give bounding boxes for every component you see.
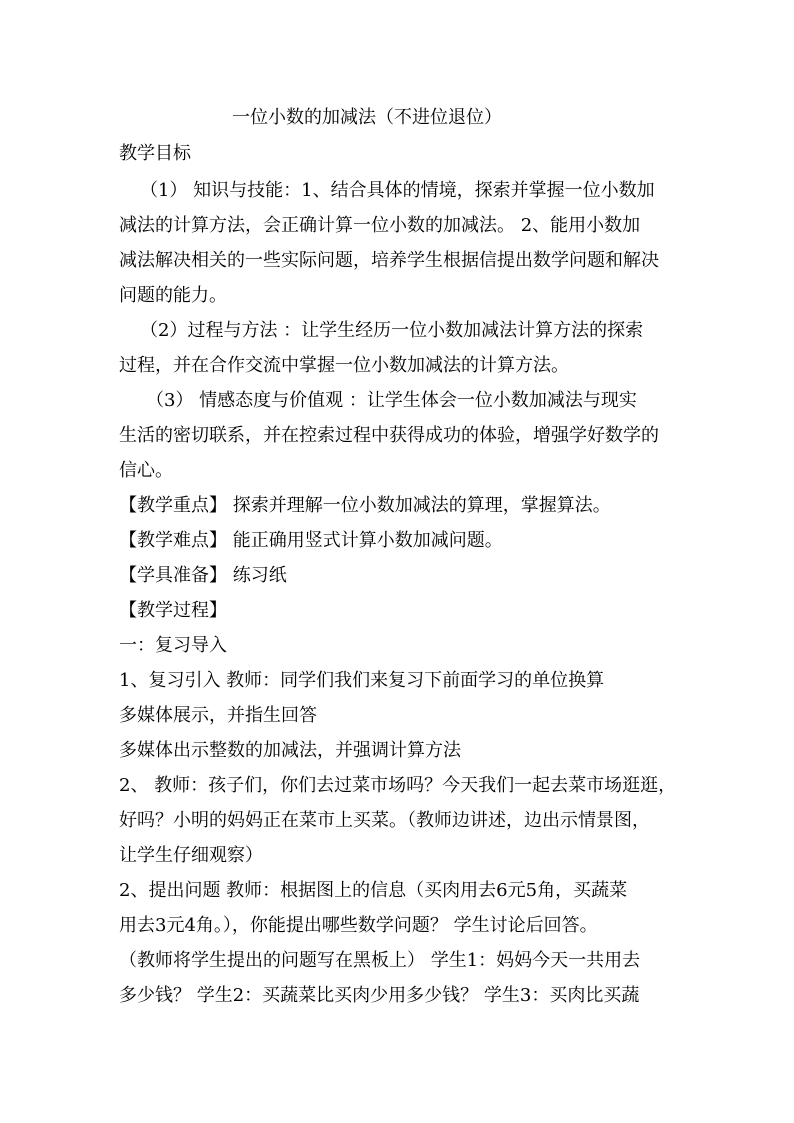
process-heading: 【教学过程】 bbox=[119, 600, 227, 621]
step1-a: 多媒体展示，并指生回答 bbox=[119, 705, 317, 726]
objective1-line3: 减法解决相关的一些实际问题，培养学生根据信提出数学问题和解决 bbox=[119, 250, 659, 271]
key-point: 【教学重点】 探索并理解一位小数加减法的算理，掌握算法。 bbox=[119, 495, 611, 516]
step2-line2: 好吗？小明的妈妈正在菜市上买菜。（教师边讲述，边出示情景图， bbox=[119, 810, 650, 831]
materials: 【学具准备】 练习纸 bbox=[119, 565, 287, 586]
step2-line3: 让学生仔细观察） bbox=[119, 845, 263, 866]
objective1-line4: 问题的能力。 bbox=[119, 285, 227, 306]
objective1-line2: 减法的计算方法，会正确计算一位小数的加减法。 2、能用小数加 bbox=[119, 215, 641, 236]
section-review: 一：复习导入 bbox=[119, 635, 227, 656]
objective3-line3: 信心。 bbox=[119, 460, 173, 481]
step2-line1: 2、 教师：孩子们，你们去过菜市场吗？今天我们一起去菜市场逛逛， bbox=[119, 775, 677, 796]
document-title: 一位小数的加减法（不进位退位） bbox=[232, 107, 502, 128]
step3-line1: 2、提出问题 教师：根据图上的信息（买肉用去6元5角，买蔬菜 bbox=[119, 880, 628, 901]
difficulty: 【教学难点】 能正确用竖式计算小数加减问题。 bbox=[119, 530, 503, 551]
step3-line3: （教师将学生提出的问题写在黑板上） 学生1：妈妈今天一共用去 bbox=[119, 950, 641, 971]
objective3-line2: 生活的密切联系，并在控索过程中获得成功的体验，增强学好数学的 bbox=[119, 425, 659, 446]
step1-b: 多媒体出示整数的加减法，并强调计算方法 bbox=[119, 740, 461, 761]
objective2-line2: 过程，并在合作交流中掌握一位小数加减法的计算方法。 bbox=[119, 355, 569, 376]
step1: 1、复习引入 教师：同学们我们来复习下前面学习的单位换算 bbox=[119, 670, 605, 691]
step3-line4: 多少钱？ 学生2：买蔬菜比买肉少用多少钱？ 学生3：买肉比买蔬 bbox=[119, 985, 640, 1006]
objective2-line1: （2）过程与方法 ：让学生经历一位小数加减法计算方法的探索 bbox=[140, 320, 644, 341]
objectives-heading: 教学目标 bbox=[119, 143, 191, 164]
objective3-line1: （3） 情感态度与价值观 ：让学生体会一位小数加减法与现实 bbox=[146, 390, 637, 411]
step3-line2: 用去3元4角。），你能提出哪些数学问题？ 学生讨论后回答。 bbox=[119, 915, 598, 936]
objective1-line1: （1） 知识与技能：1、结合具体的情境，探索并掌握一位小数加 bbox=[140, 180, 655, 201]
